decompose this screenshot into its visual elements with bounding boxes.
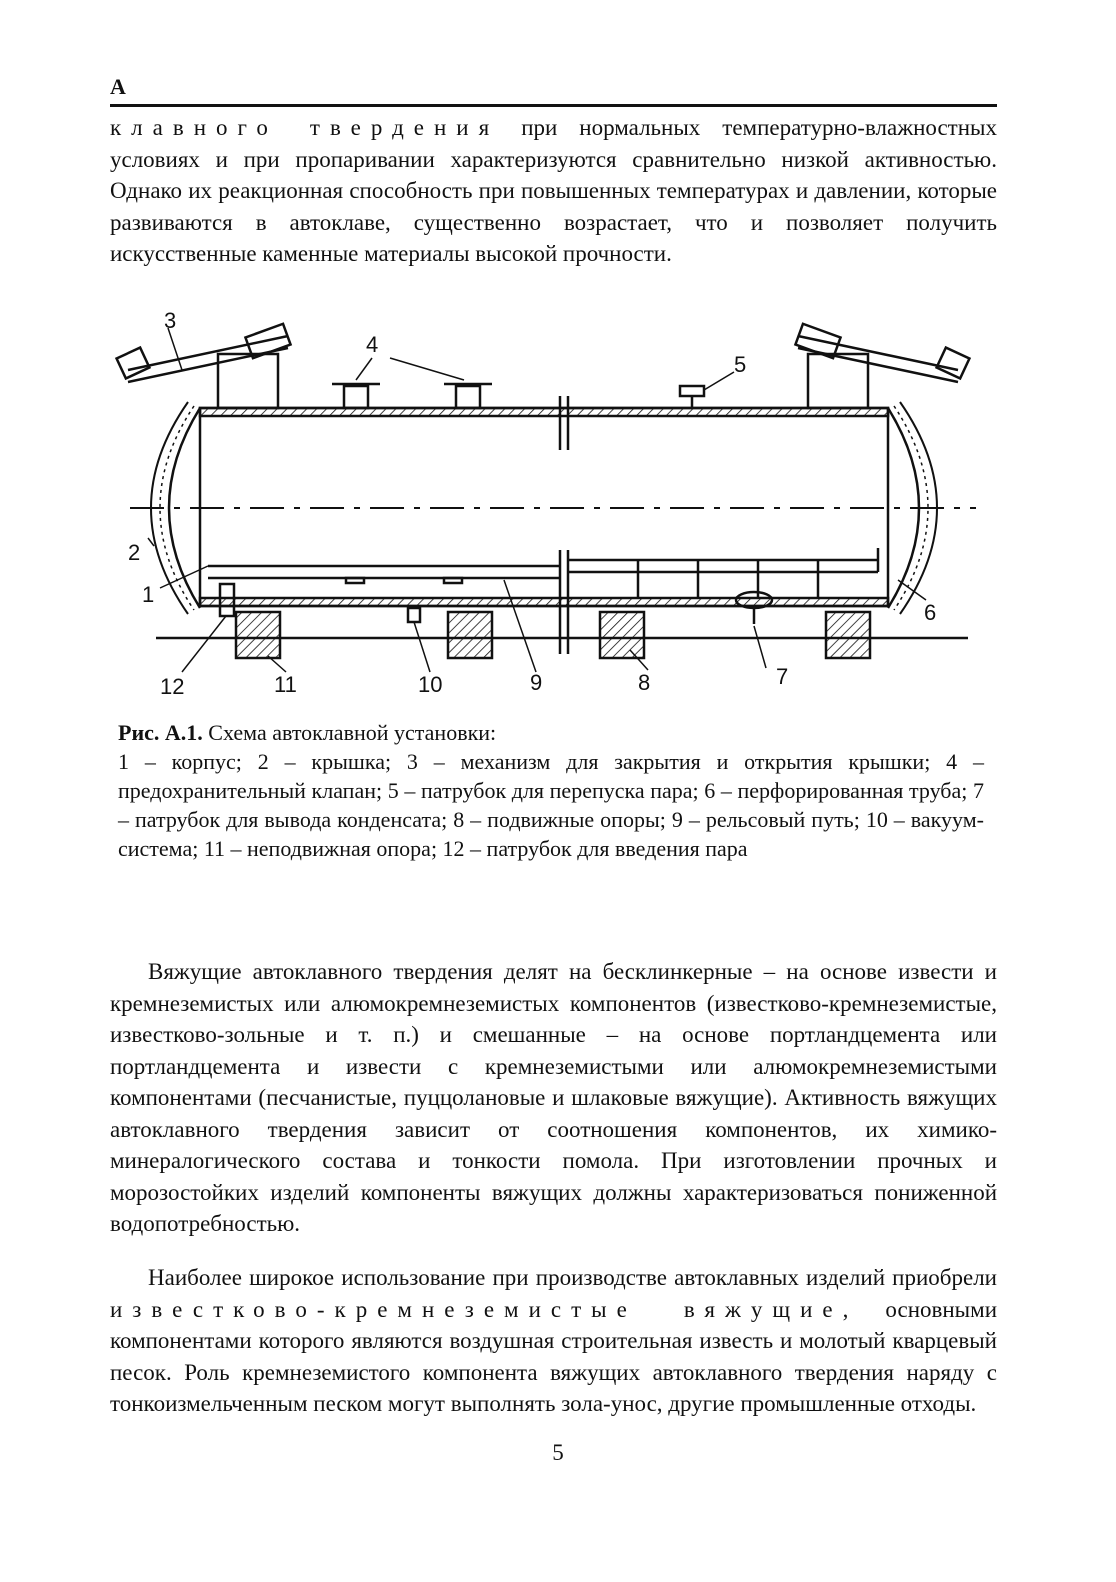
callout-1: 1 [142, 582, 155, 607]
figure-caption [118, 718, 984, 863]
header-rule [110, 104, 997, 107]
body-paragraph-2 [110, 1262, 997, 1420]
callout-6: 6 [924, 600, 937, 625]
movable-support-3 [826, 612, 870, 658]
safety-valve-2 [456, 386, 480, 408]
callout-3: 3 [164, 310, 177, 333]
p2-spaced-term: известково-кремнеземистые вяжущие [110, 1296, 843, 1322]
callout-2: 2 [128, 540, 141, 565]
movable-support-1 [448, 612, 492, 658]
shell-top-wall [200, 408, 888, 416]
callout-10: 10 [418, 672, 443, 697]
vacuum-system [408, 608, 420, 622]
running-header-letter: А [110, 74, 126, 99]
caption-label: Рис. А.1. [118, 720, 203, 745]
callout-12: 12 [160, 674, 185, 699]
caption-legend: 1 – корпус; 2 – крышка; 3 – механизм для закрытия и открытия крышки; 4 – предохранительный клапан; 5 – патрубок для перепуска пара; 6 – перфорированная труба; 7 – патрубок для вывода конденсата; 8 – подвижные опоры; 9 – рельсовый путь; 10 – вакуум-система; 11 – неподвижная опора; 12 – патрубок для введения пара [118, 749, 984, 861]
page-number: 5 [552, 1440, 564, 1465]
p2-before: Наиболее широкое использование при производстве автоклавных изделий приобрели [148, 1265, 997, 1290]
intro-paragraph [110, 112, 997, 270]
callout-4: 4 [366, 332, 379, 357]
callout-11: 11 [274, 672, 297, 697]
autoclave-diagram [108, 310, 998, 710]
intro-spaced-words: клавного твердения [110, 115, 500, 140]
callout-9: 9 [530, 670, 543, 695]
body-paragraph-1: Вяжущие автоклавного твердения делят на бесклинкерные – на основе извести и кремнеземистых или алюмокремнеземистых компонентов (известково-кремнеземистые, известково-зольные и т. п.) и смешанные – на основе портландцемента или портландцемента и извести с кремнеземистыми или алюмокремнеземистыми компонентами (песчанистые, пуццолановые и шлаковые вяжущие). Активность вяжущих автоклавного твердения зависит от соотношения компонентов, их химико-минералогического состава и тонкости помола. При изготовлении прочных и морозостойких изделий компоненты вяжущих должны характеризоваться пониженной водопотребностью. [110, 959, 997, 1236]
callout-8: 8 [638, 670, 651, 695]
intro-text: при нормальных температурно-влажностных условиях и при пропаривании характеризуются сравнительно низкой активностью. Однако их реакционная способность при повышенных температурах и давлении, которые развиваются в автоклаве, существенно возрастает, что и позволяет получить искусственные каменные материалы высокой прочности. [110, 115, 997, 266]
p2-after: , основными компонентами которого являются воздушная строительная известь и молотый кварцевый песок. Роль кремнеземистого компонента вяжущих автоклавного твердения наряду с тонкоизмельченным песком могут выполнять зола-унос, другие промышленные отходы. [110, 1296, 997, 1416]
caption-title: Схема автоклавной установки: [202, 720, 497, 745]
callout-7: 7 [776, 664, 789, 689]
body-shell [200, 408, 888, 606]
safety-valve-1 [344, 386, 368, 408]
bypass-nozzle [680, 386, 704, 396]
fixed-support [236, 612, 280, 658]
movable-support-2 [600, 612, 644, 658]
shell-bottom-wall [200, 598, 888, 606]
callout-5: 5 [734, 352, 747, 377]
